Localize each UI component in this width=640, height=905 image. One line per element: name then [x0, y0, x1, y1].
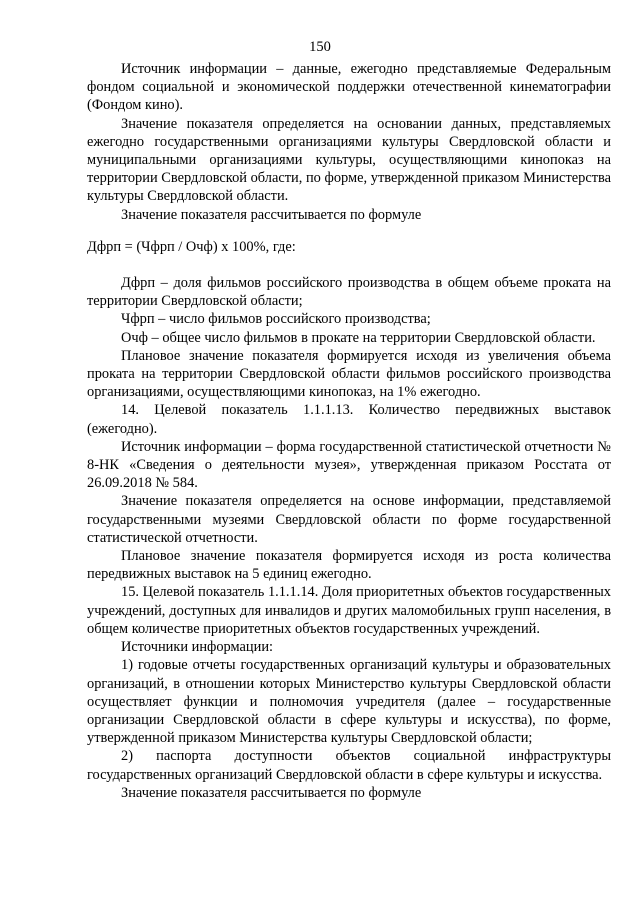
paragraph-planned-value-exhibitions: Плановое значение показателя формируется исходя из роста количества передвижных выставок на 5 единиц ежегодно. [87, 548, 611, 583]
paragraph-indicator-15: 15. Целевой показатель 1.1.1.14. Доля приоритетных объектов государственных учреждений, доступных для инвалидов и других маломобильных групп населения, в общем количестве приоритетных объектов государственных учреждений. [87, 584, 611, 637]
paragraph-definition-chfrp: Чфрп – число фильмов российского производства; [121, 311, 431, 328]
paragraph-planned-value-films: Плановое значение показателя формируется исходя из увеличения объема проката на территории Свердловской области фильмов российского производства организациями, осуществляющими кинопоказ, на 1% ежегодно. [87, 347, 611, 401]
paragraph-formula-intro-2: Значение показателя рассчитывается по формуле [121, 784, 422, 801]
paragraph-definition-dfrp: Дфрп – доля фильмов российского производства в общем объеме проката на территории Свердловской области; [87, 275, 611, 310]
document-body [87, 60, 611, 802]
paragraph-indicator-14: 14. Целевой показатель 1.1.1.13. Количество передвижных выставок (ежегодно). [87, 402, 611, 437]
formula: Дфрп = (Чфрп / Очф) x 100%, где: [87, 238, 296, 255]
paragraph-info-source-8nk: Источник информации – форма государственной статистической отчетности № 8-НК «Сведения о деятельности музея», утвержденная приказом Росстата от 26.09.2018 № 584. [87, 438, 611, 492]
page-number: 150 [309, 39, 331, 55]
paragraph-info-source-fund: Источник информации – данные, ежегодно представляемые Федеральным фондом социальной и экономической поддержки отечественной кинематографии (Фондом кино). [87, 61, 611, 114]
list-item-accessibility-passports: 2) паспорта доступности объектов социальной инфраструктуры государственных организаций Свердловской области в сфере культуры и искусства. [87, 748, 611, 783]
paragraph-info-sources-heading: Источники информации: [121, 639, 274, 656]
paragraph-value-museums: Значение показателя определяется на основе информации, представляемой государственными музеями Свердловской области по форме государственной статистической отчетности. [87, 493, 611, 546]
paragraph-value-determination: Значение показателя определяется на основании данных, представляемых ежегодно государственными организациями культуры Свердловской области и муниципальными организациями культуры, осуществляющими кинопоказ на территории Свердловской области, по форме, утвержденной приказом Министерства культуры Свердловской области. [87, 115, 611, 205]
paragraph-formula-intro: Значение показателя рассчитывается по формуле [121, 206, 422, 223]
list-item-annual-reports: 1) годовые отчеты государственных организаций культуры и образовательных организаций, в отношении которых Министерство культуры Свердловской области осуществляет функции и полномочия учредителя (далее – государственные организации Свердловской области в сфере культуры и искусства), по форме, утвержденной приказом Министерства культуры Свердловской области; [87, 657, 611, 747]
paragraph-definition-ochf: Очф – общее число фильмов в прокате на территории Свердловской области. [121, 329, 596, 346]
